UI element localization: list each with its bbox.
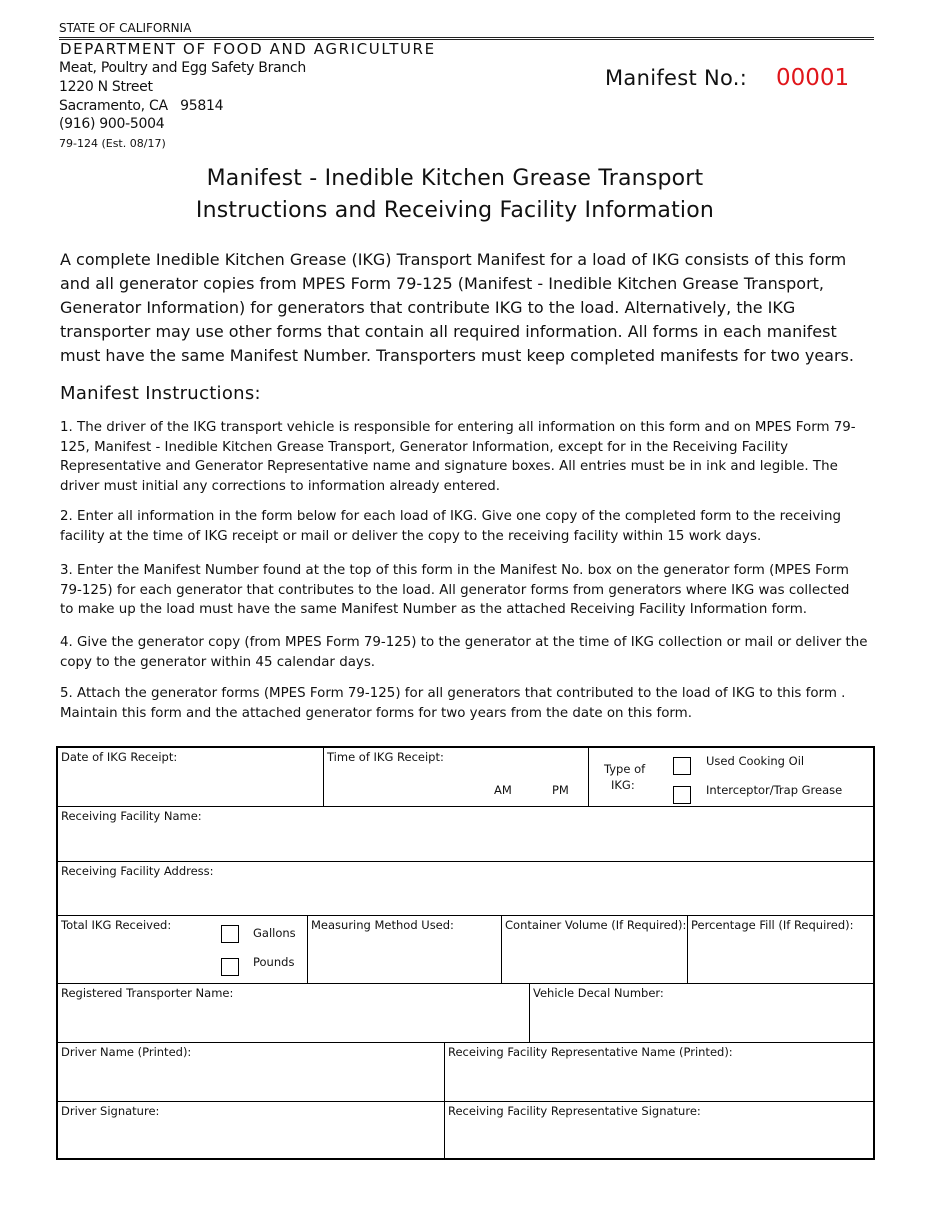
facility-name-field[interactable]	[58, 806, 873, 861]
vehicle-decal-label: Vehicle Decal Number:	[533, 986, 664, 1000]
intro-line: Generator Information) for generators that contribute IKG to the load. Alternatively, the IKG	[60, 298, 796, 317]
type-ikg-field	[588, 748, 873, 806]
form-id: 79-124 (Est. 08/17)	[59, 137, 166, 150]
instruction-5: 5. Attach the generator forms (MPES Form 79-125) for all generators that contributed to the load of IKG to this form . Maintain this form and the attached generator forms for two years from the date on this form.	[60, 686, 846, 721]
rep-name-label: Receiving Facility Representative Name (Printed):	[448, 1045, 733, 1059]
rep-name-field[interactable]	[444, 1042, 873, 1101]
interceptor-grease-label: Interceptor/Trap Grease	[706, 783, 843, 797]
date-receipt-field[interactable]	[58, 748, 323, 806]
pounds-label: Pounds	[253, 955, 295, 969]
manifest-number[interactable]: 00001	[776, 65, 850, 91]
instruction-3: 3. Enter the Manifest Number found at the top of this form in the Manifest No. box on the generator form (MPES Form 79-125) for each generator that contributes to the load. All generator forms from generators where IKG was collected to make up the load must have the same Manifest Number as the attached Receiving Facility Information form.	[60, 563, 850, 617]
facility-address-label: Receiving Facility Address:	[61, 864, 214, 878]
type-ikg-label: Type of	[604, 762, 646, 776]
time-receipt-field[interactable]	[323, 748, 588, 806]
gallons-label: Gallons	[253, 926, 296, 940]
gallons-checkbox[interactable]	[221, 925, 239, 943]
used-cooking-oil-checkbox[interactable]	[673, 757, 691, 775]
instructions-heading: Manifest Instructions:	[60, 383, 261, 404]
container-volume-field[interactable]	[501, 915, 687, 983]
instruction-2: 2. Enter all information in the form below for each load of IKG. Give one copy of the completed form to the receiving facility at the time of IKG receipt or mail or deliver the copy to the receiving facility within 15 work days.	[60, 509, 842, 544]
rep-signature-field[interactable]	[444, 1101, 873, 1158]
rep-signature-label: Receiving Facility Representative Signature:	[448, 1104, 701, 1118]
state-name: STATE OF CALIFORNIA	[59, 21, 192, 35]
intro-line: transporter may use other forms that contain all required information. All forms in each manifest	[60, 322, 837, 341]
percentage-fill-label: Percentage Fill (If Required):	[691, 918, 854, 932]
page-title: Manifest - Inedible Kitchen Grease Transport	[206, 166, 704, 191]
percentage-fill-field[interactable]	[687, 915, 873, 983]
receiving-form	[56, 746, 875, 1160]
driver-name-field[interactable]	[58, 1042, 444, 1101]
intro-line: and all generator copies from MPES Form 79-125 (Manifest - Inedible Kitchen Grease Transport,	[60, 274, 825, 293]
type-ikg-label-2: IKG:	[611, 778, 635, 792]
branch-name: Meat, Poultry and Egg Safety Branch	[59, 60, 306, 76]
driver-signature-label: Driver Signature:	[61, 1104, 160, 1118]
time-receipt-label: Time of IKG Receipt:	[327, 750, 444, 764]
department-name: DEPARTMENT OF FOOD AND AGRICULTURE	[60, 40, 436, 58]
measuring-method-label: Measuring Method Used:	[311, 918, 454, 932]
street-address: 1220 N Street	[59, 79, 153, 95]
driver-signature-field[interactable]	[58, 1101, 444, 1158]
intro-paragraph	[60, 248, 880, 368]
interceptor-grease-checkbox[interactable]	[673, 786, 691, 804]
intro-line: must have the same Manifest Number. Transporters must keep completed manifests for two years.	[60, 346, 854, 365]
phone-number: (916) 900-5004	[59, 116, 165, 132]
measuring-method-field[interactable]	[307, 915, 501, 983]
date-receipt-label: Date of IKG Receipt:	[61, 750, 178, 764]
facility-address-field[interactable]	[58, 861, 873, 915]
instruction-1: 1. The driver of the IKG transport vehicle is responsible for entering all information on this form and on MPES Form 79- 125, Manifest - Inedible Kitchen Grease Transport, Generator Information, except for in the Receiving Facility Representative and Generator Representative name and signature boxes. All entries must be in ink and legible. The driver must initial any corrections to information already entered.	[60, 420, 856, 494]
city-address: Sacramento, CA 95814	[59, 98, 224, 114]
used-cooking-oil-label: Used Cooking Oil	[706, 754, 805, 768]
driver-name-label: Driver Name (Printed):	[61, 1045, 192, 1059]
vehicle-decal-field[interactable]	[529, 983, 873, 1042]
total-received-label: Total IKG Received:	[61, 918, 172, 932]
container-volume-label: Container Volume (If Required):	[505, 918, 687, 932]
pm-label[interactable]: PM	[552, 783, 569, 797]
total-received-field[interactable]	[58, 915, 307, 983]
pounds-checkbox[interactable]	[221, 958, 239, 976]
transporter-name-label: Registered Transporter Name:	[61, 986, 234, 1000]
manifest-label: Manifest No.:	[605, 66, 748, 90]
intro-line: A complete Inedible Kitchen Grease (IKG) Transport Manifest for a load of IKG consists of this form	[60, 250, 847, 269]
instruction-4: 4. Give the generator copy (from MPES Form 79-125) to the generator at the time of IKG collection or mail or deliver the copy to the generator within 45 calendar days.	[60, 635, 868, 670]
page-subtitle: Instructions and Receiving Facility Information	[195, 198, 715, 223]
facility-name-label: Receiving Facility Name:	[61, 809, 202, 823]
am-label[interactable]: AM	[494, 783, 512, 797]
transporter-name-field[interactable]	[58, 983, 529, 1042]
